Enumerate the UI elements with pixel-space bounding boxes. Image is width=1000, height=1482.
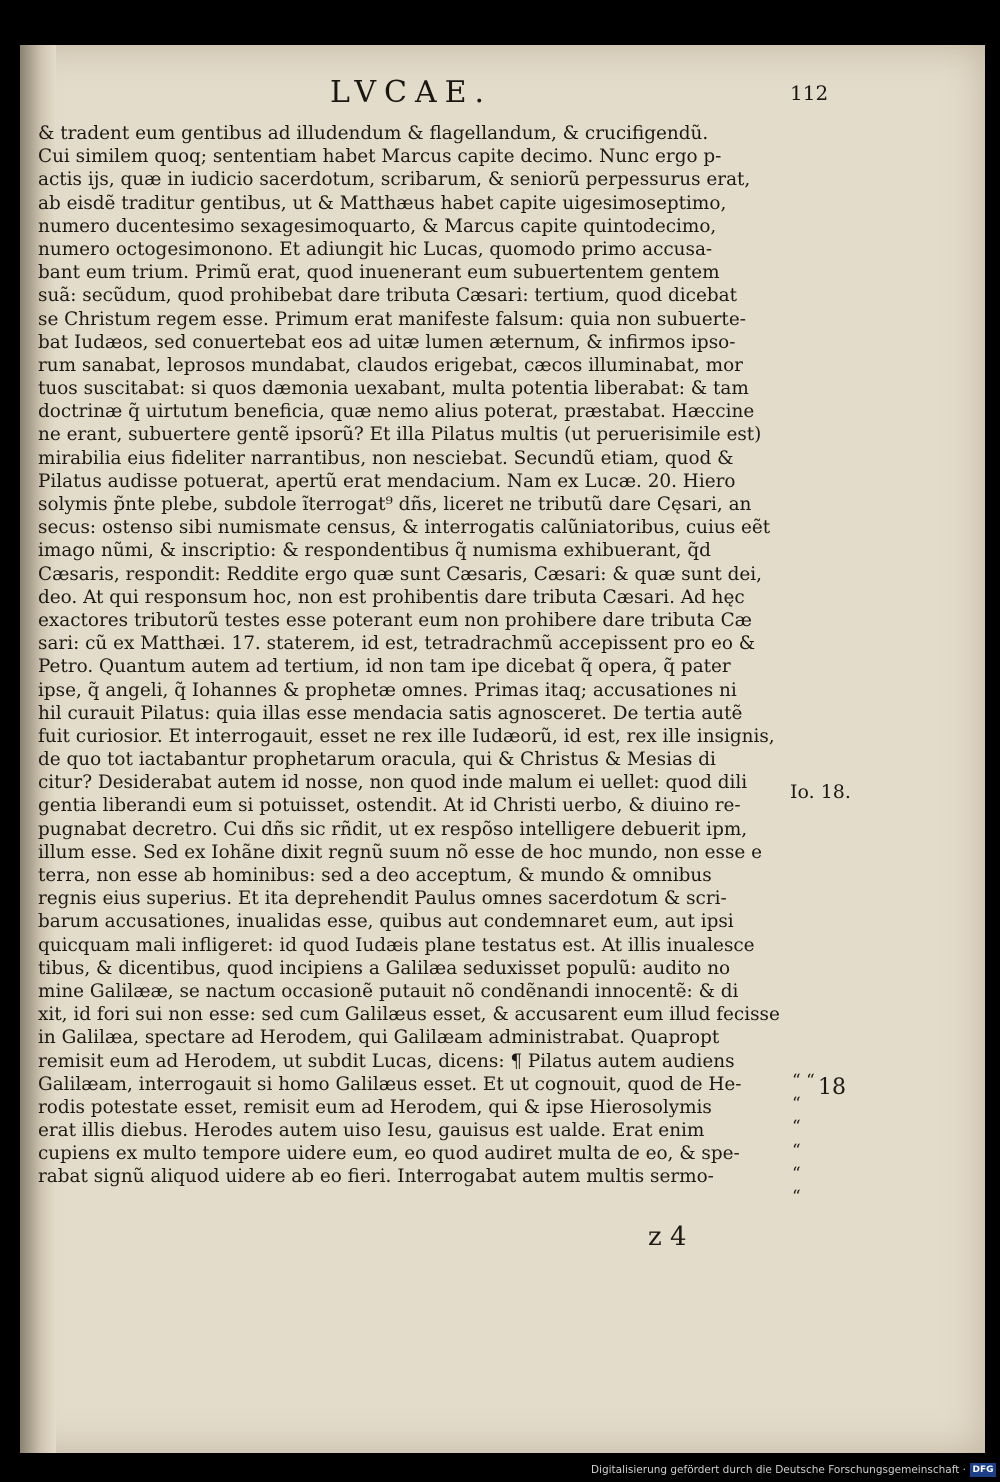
text-line: citur? Desiderabat autem id nosse, non quod inde malum ei uellet: quod dili — [38, 772, 748, 794]
margin-quote-marks — [792, 1070, 815, 1209]
running-title: LVCAE. — [330, 75, 493, 110]
margin-quote: “ — [792, 1163, 801, 1184]
margin-quote: “ “ — [792, 1071, 815, 1091]
text-line: de quo tot iactabantur prophetarum oracula, qui & Christus & Mesias di — [38, 749, 716, 771]
text-line: Petro. Quantum autem ad tertium, id non tam ipe dicebat q̃ opera, q̃ pater — [38, 656, 731, 678]
text-line: cupiens ex multo tempore uidere eum, eo quod audiret multa de eo, & spe- — [38, 1143, 740, 1165]
text-line: se Christum regem esse. Primum erat manifeste falsum: quia non subuerte- — [38, 308, 746, 330]
text-line: remisit eum ad Herodem, ut subdit Lucas, dicens: ¶ Pilatus autem audiens — [38, 1050, 735, 1072]
text-line: bat Iudæos, sed conuertebat eos ad uitæ lumen æternum, & infirmos ipso- — [38, 331, 736, 353]
text-line: ab eisdẽ traditur gentibus, ut & Matthæus habet capite uigesimoseptimo, — [38, 192, 727, 214]
text-line: suã: secũdum, quod prohibebat dare tributa Cæsari: tertium, quod dicebat — [38, 285, 737, 307]
margin-quote: “ — [792, 1094, 801, 1115]
text-line: & tradent eum gentibus ad illudendum & flagellandum, & crucifigendũ. — [38, 123, 709, 144]
text-line: quicquam mali infligeret: id quod Iudæis plane testatus est. At illis inualesce — [38, 934, 755, 956]
text-line: numero ducentesimo sexagesimoquarto, & Marcus capite quintodecimo, — [38, 215, 717, 237]
text-line: Galilæam, interrogauit si homo Galilæus esset. Et ut cognouit, quod de He- — [38, 1073, 742, 1095]
text-line: imago nũmi, & inscriptio: & respondentibus q̃ numisma exhibuerant, q̃d — [38, 540, 711, 562]
margin-number: 18 — [818, 1075, 846, 1100]
text-line: in Galilæa, spectare ad Herodem, qui Galilæam administrabat. Quapropt — [38, 1027, 720, 1049]
text-line: deo. At qui responsum hoc, non est prohibentis dare tributa Cæsari. Ad hęc — [38, 586, 745, 608]
dfg-logo: DFG — [970, 1463, 996, 1477]
text-line: Cæsaris, respondit: Reddite ergo quæ sunt Cæsaris, Cæsari: & quæ sunt dei, — [38, 563, 762, 585]
text-line: bant eum trium. Primũ erat, quod inuenerant eum subuertentem gentem — [38, 262, 720, 284]
text-line: hil curauit Pilatus: quia illas esse mendacia satis agnosceret. De tertia autẽ — [38, 702, 743, 724]
text-line: barum accusationes, inualidas esse, quibus aut condemnaret eum, aut ipsi — [38, 911, 734, 933]
funding-notice: Digitalisierung gefördert durch die Deutsche Forschungsgemeinschaft · — [590, 1464, 966, 1476]
text-line: Cui similem quoq; sententiam habet Marcus capite decimo. Nunc ergo p- — [38, 146, 722, 168]
text-line: rodis potestate esset, remisit eum ad Herodem, qui & ipse Hierosolymis — [38, 1096, 712, 1118]
text-line: ne erant, subuertere gentẽ ipsorũ? Et illa Pilatus multis (ut peruerisimile est) — [38, 424, 762, 446]
text-line: doctrinæ q̃ uirtutum beneficia, quæ nemo alius poterat, præstabat. Hæccine — [38, 401, 755, 423]
margin-quote: “ — [792, 1117, 801, 1138]
text-line: xit, id fori sui non esse: sed cum Galilæus esset, & accusarent eum illud fecisse — [38, 1004, 780, 1026]
text-line: gentia liberandi eum si potuisset, ostendit. At id Christi uerbo, & diuino re- — [38, 795, 741, 817]
text-line: rabat signũ aliquod uidere ab eo fieri. Interrogabat autem multis sermo- — [38, 1166, 714, 1188]
margin-quote: “ — [792, 1186, 801, 1207]
text-line: erat illis diebus. Herodes autem uiso Iesu, gauisus est ualde. Erat enim — [38, 1120, 705, 1142]
text-line: pugnabat decretro. Cui dñs sic rñdit, ut ex respõso intelligere debuerit ipm, — [38, 818, 748, 840]
folio-number: 112 — [790, 81, 829, 105]
text-line: fuit curiosior. Et interrogauit, esset ne rex ille Iudæorũ, id est, rex ille insignis, — [38, 725, 775, 747]
text-line: ipse, q̃ angeli, q̃ Iohannes & prophetæ omnes. Primas itaq; accusationes ni — [38, 679, 737, 701]
text-line: solymis p̃nte plebe, subdole ĩterrogat⁹ dñs, liceret ne tributũ dare Cęsari, an — [38, 494, 752, 515]
text-line: rum sanabat, leprosos mundabat, claudos erigebat, cæcos illuminabat, mor — [38, 354, 743, 376]
text-line: tibus, & dicentibus, quod incipiens a Galilæa seduxisset populũ: audito no — [38, 957, 731, 979]
footer-bar — [0, 1461, 1000, 1482]
text-line: numero octogesimonono. Et adiungit hic Lucas, quomodo primo accusa- — [38, 238, 713, 260]
text-line: mirabilia eius fideliter narrantibus, non nesciebat. Secundũ etiam, quod & — [38, 447, 734, 469]
text-line: actis ijs, quæ in iudicio sacerdotum, scribarum, & seniorũ perpessurus erat, — [38, 169, 751, 191]
text-line: exactores tributorũ testes esse poterant eum non prohibere dare tributa Cæ — [38, 609, 752, 631]
signature-mark: z 4 — [648, 1222, 687, 1252]
running-header — [0, 75, 1000, 115]
text-line: secus: ostenso sibi numismate census, & interrogatis calũniatoribus, cuius eẽt — [38, 517, 771, 539]
margin-reference: Io. 18. — [790, 781, 851, 803]
margin-quote: “ — [792, 1140, 801, 1161]
text-line: mine Galilææ, se nactum occasionẽ putauit nõ condẽnandi innocentẽ: & di — [38, 980, 739, 1002]
text-line: regnis eius superius. Et ita deprehendit Paulus omnes sacerdotum & scri- — [38, 888, 727, 910]
text-line: tuos suscitabat: si quos dæmonia uexabant, multa potentia liberabat: & tam — [38, 378, 749, 400]
text-line: Pilatus audisse potuerat, apertũ erat mendacium. Nam ex Lucæ. 20. Hiero — [38, 470, 736, 492]
body-text — [38, 122, 783, 1189]
text-line: sari: cũ ex Matthæi. 17. staterem, id est, tetradrachmũ accepissent pro eo & — [38, 633, 756, 655]
text-line: terra, non esse ab hominibus: sed a deo acceptum, & mundo & omnibus — [38, 865, 712, 886]
text-line: illum esse. Sed ex Iohãne dixit regnũ suum nõ esse de hoc mundo, non esse e — [38, 841, 763, 863]
